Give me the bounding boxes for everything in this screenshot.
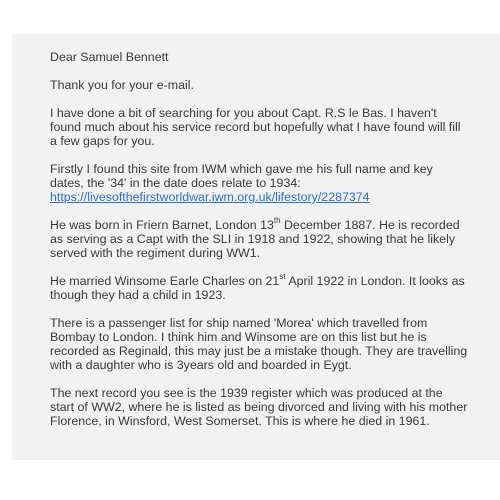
iwm-link[interactable]: https://livesofthefirstworldwar.iwm.org.uk/lifestory/2287374 — [50, 190, 370, 204]
paragraph-1939-register: The next record you see is the 1939 register which was produced at the start of WW2, where he is listed as being divorced and living with his mother Florence, in Winsford, West Somerset. This is where he died in 1961. — [50, 386, 468, 428]
paragraph-intro: I have done a bit of searching for you about Capt. R.S le Bas. I haven't found much about his service record but hopefully what I have found will fill a few gaps for you. — [50, 106, 461, 148]
superscript-th: th — [273, 215, 281, 225]
letter-body — [50, 50, 470, 428]
paragraph-thanks: Thank you for your e-mail. — [50, 78, 194, 92]
paragraph-passenger-list: There is a passenger list for ship named 'Morea' which travelled from Bombay to London. I think him and Winsome are on this list but he is recorded as Reginald, this may just be a mistake though. They are travelling with a daughter who is 3years old and boarded in Eygt. — [50, 316, 468, 372]
paragraph-birth-a: He was born in Friern Barnet, London 13 — [50, 218, 274, 232]
paragraph-marriage-a: He married Winsome Earle Charles on 21 — [50, 274, 280, 288]
paragraph-birth — [50, 215, 470, 260]
salutation: Dear Samuel Bennett — [50, 50, 169, 64]
paragraph-iwm — [50, 162, 470, 204]
paragraph-marriage-b: April 1922 in London. It looks as though they had a child in 1923. — [50, 274, 465, 302]
paragraph-iwm-text: Firstly I found this site from IWM which gave me his full name and key dates, the '34' in the date does relate to 1934: — [50, 162, 433, 190]
paragraph-birth-b: December 1887. He is recorded as serving as a Capt with the SLI in 1918 and 1922, showing that he likely served with the regiment during WW1. — [50, 218, 460, 260]
superscript-st: st — [279, 271, 286, 281]
paragraph-marriage — [50, 271, 470, 302]
